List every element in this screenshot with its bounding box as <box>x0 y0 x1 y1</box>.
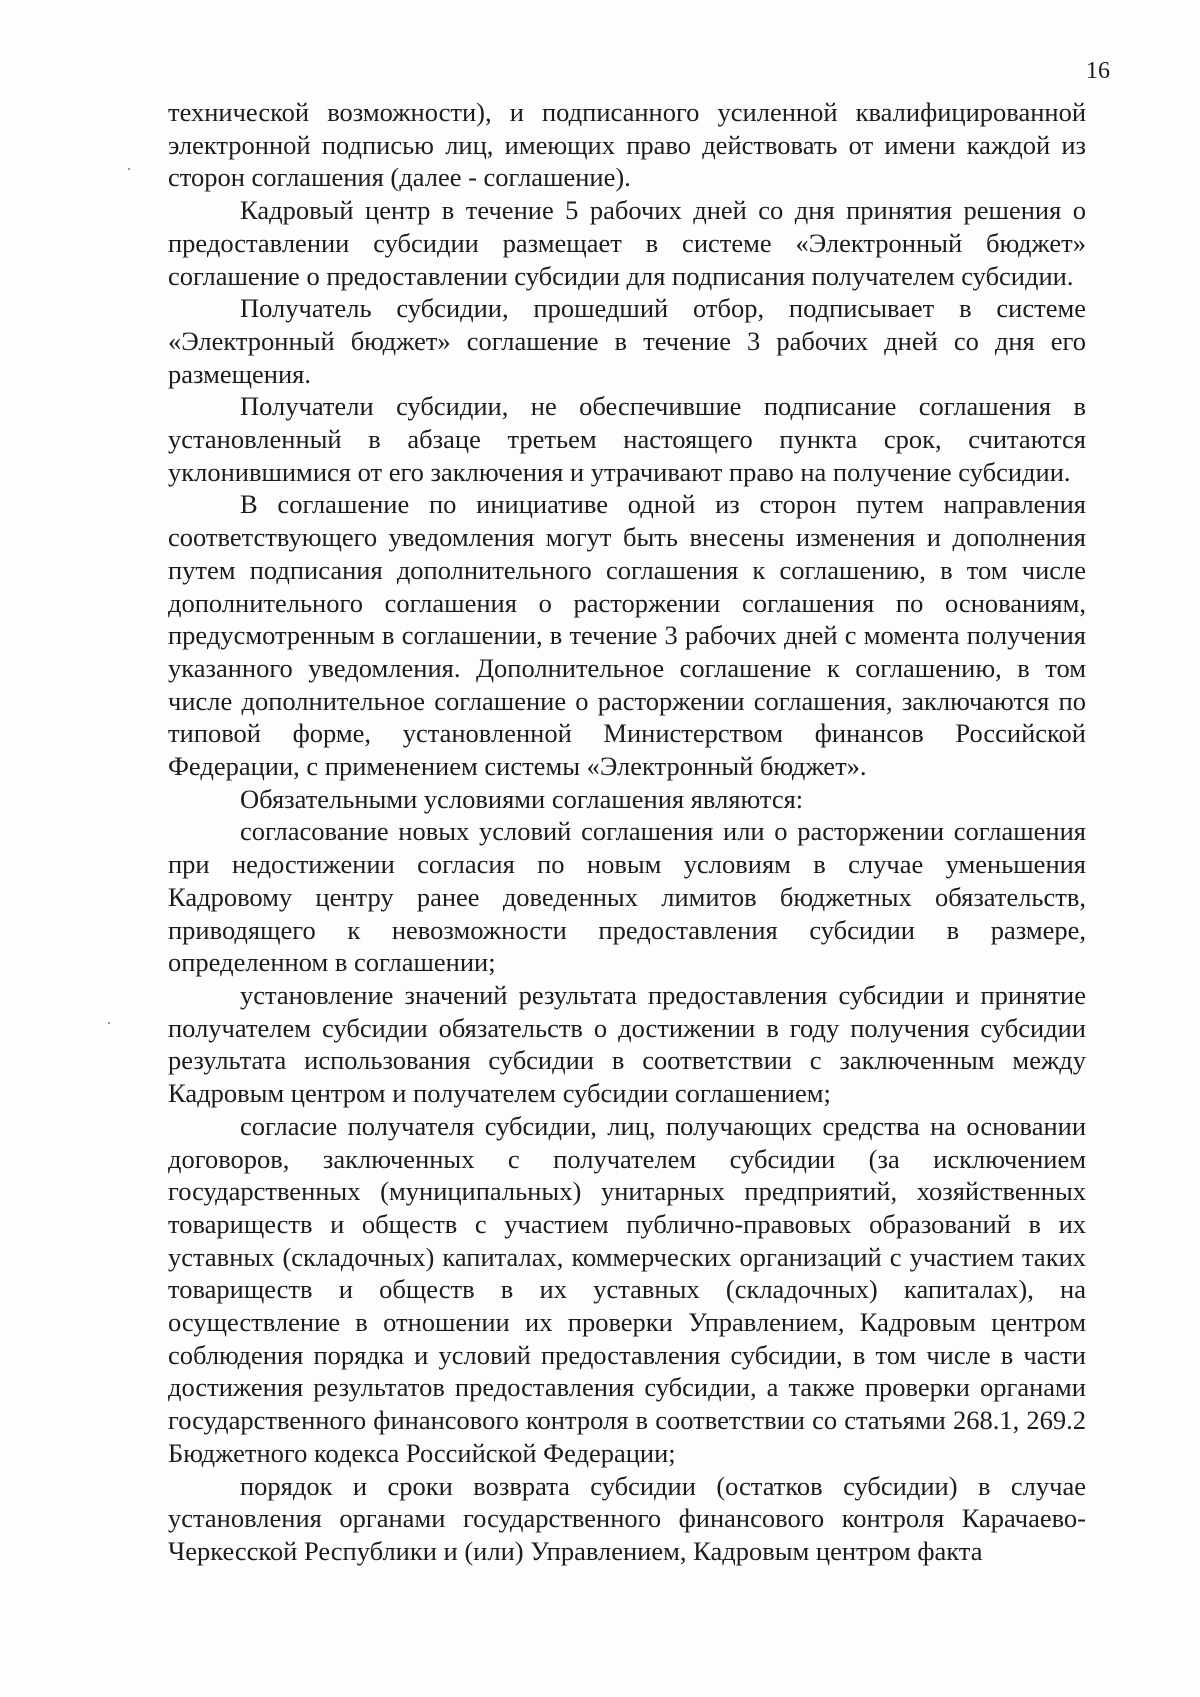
document-body <box>168 96 1086 1568</box>
scan-speck <box>108 1022 110 1024</box>
page-number: 16 <box>1086 58 1110 84</box>
paragraph-2: Кадровый центр в течение 5 рабочих дней со дня принятия решения о предоставлении субсидии размещает в системе «Электронный бюджет» соглашение о предоставлении субсидии для подписания получателем субсидии. <box>168 195 1086 291</box>
paragraph-10: порядок и сроки возврата субсидии (остатков субсидии) в случае установления органами государственного финансового контроля Карачаево-Черкесской Республики и (или) Управлением, Кадровым центром факта <box>168 1470 1086 1566</box>
paragraph-8: установление значений результата предоставления субсидии и принятие получателем субсидии обязательств о достижении в году получения субсидии результата использования субсидии в соответствии с заключенным между Кадровым центром и получателем субсидии соглашением; <box>168 979 1086 1109</box>
paragraph-1: технической возможности), и подписанного усиленной квалифицированной электронной подписью лиц, имеющих право действовать от имени каждой из сторон соглашения (далее - соглашение). <box>168 97 1086 193</box>
paragraph-9: согласие получателя субсидии, лиц, получающих средства на основании договоров, заключенных с получателем субсидии (за исключением государственных (муниципальных) унитарных предприятий, хозяйственных товариществ и обществ с участием публично-правовых образований в их уставных (складочных) капиталах, коммерческих организаций с участием таких товариществ и обществ в их уставных (складочных) капиталах), на осуществление в отношении их проверки Управлением, Кадровым центром соблюдения порядка и условий предоставления субсидии, в том числе в части достижения результатов предоставления субсидии, а также проверки органами государственного финансового контроля в соответствии со статьями 268.1, 269.2 Бюджетного кодекса Российской Федерации; <box>168 1110 1086 1468</box>
paragraph-4: Получатели субсидии, не обеспечившие подписание соглашения в установленный в абзаце третьем настоящего пункта срок, считаются уклонившимися от его заключения и утрачивают право на получение субсидии. <box>168 391 1086 487</box>
paragraph-7: согласование новых условий соглашения или о расторжении соглашения при недостижении согласия по новым условиям в случае уменьшения Кадровому центру ранее доведенных лимитов бюджетных обязательств, приводящего к невозможности предоставления субсидии в размере, определенном в соглашении; <box>168 816 1086 978</box>
paragraph-6: Обязательными условиями соглашения являются: <box>240 783 804 814</box>
paragraph-5: В соглашение по инициативе одной из сторон путем направления соответствующего уведомления могут быть внесены изменения и дополнения путем подписания дополнительного соглашения к соглашению, в том числе дополнительного соглашения о расторжении соглашения по основаниям, предусмотренным в соглашении, в течение 3 рабочих дней с момента получения указанного уведомления. Дополнительное соглашение к соглашению, в том числе дополнительное соглашение о расторжении соглашения, заключаются по типовой форме, установленной Министерством финансов Российской Федерации, с применением системы «Электронный бюджет». <box>168 489 1086 782</box>
paragraph-3: Получатель субсидии, прошедший отбор, подписывает в системе «Электронный бюджет» соглашение в течение 3 рабочих дней со дня его размещения. <box>168 293 1086 389</box>
scan-speck <box>128 168 130 170</box>
